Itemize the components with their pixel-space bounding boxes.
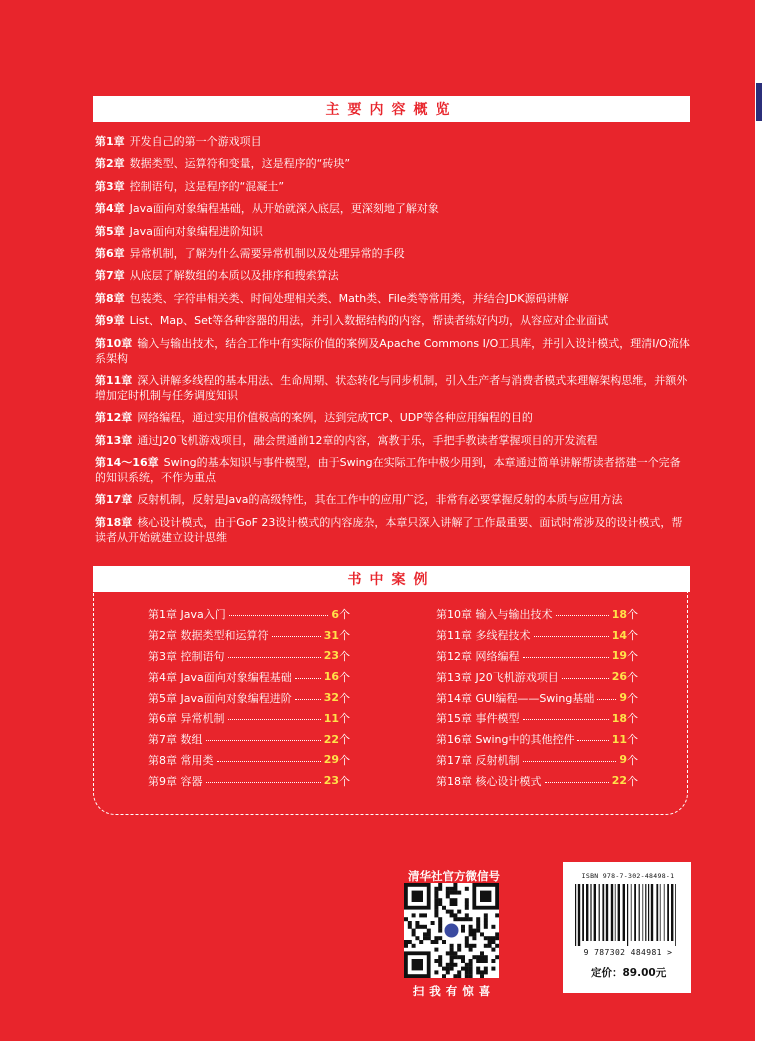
case-unit: 个 [627, 691, 638, 705]
cases-left-column [148, 604, 350, 791]
summary-entry-chapter: 第5章 [95, 224, 125, 238]
case-unit: 个 [339, 670, 350, 684]
summary-entry-text: 网络编程，通过实用价值极高的案例，达到完成TCP、UDP等各种应用编程的目的 [137, 411, 533, 425]
case-label: 第2章 数据类型和运算符 [148, 629, 269, 643]
cases-panel [93, 590, 688, 815]
case-row [148, 770, 350, 791]
summary-list [95, 134, 691, 552]
case-label: 第13章 J20飞机游戏项目 [436, 670, 559, 684]
summary-entry-text: 开发自己的第一个游戏项目 [129, 135, 262, 148]
case-label: 第3章 控制语句 [148, 649, 225, 663]
wechat-label: 清华社官方微信号 [408, 869, 500, 883]
case-unit: 个 [339, 774, 350, 788]
summary-entry-chapter: 第3章 [95, 179, 125, 193]
dot-leader [229, 615, 329, 616]
case-label: 第6章 异常机制 [148, 712, 225, 726]
summary-entry-chapter: 第18章 [95, 515, 133, 529]
case-count: 32 [323, 691, 339, 705]
summary-entry-text: 异常机制，了解为什么需要异常机制以及处理异常的手段 [129, 246, 405, 260]
case-count: 16 [323, 670, 339, 684]
summary-entry [95, 179, 691, 194]
summary-entry-text: 反射机制，反射是Java的高级特性，其在工作中的应用广泛，非常有必要掌握反射的本质与应用方法 [137, 493, 623, 507]
case-label: 第16章 Swing中的其他控件 [436, 733, 575, 747]
dot-leader [597, 699, 616, 700]
summary-entry-text: 核心设计模式，由于GoF 23设计模式的内容庞杂，本章只深入讲解了工作最重要、面试时常涉及的设计模式，帮读者从开始就建立设计思维 [95, 515, 683, 544]
case-count: 23 [323, 774, 339, 788]
case-row [436, 666, 638, 687]
summary-entry-chapter: 第14～16章 [95, 456, 159, 470]
case-label: 第8章 常用类 [148, 753, 214, 767]
summary-entry [95, 224, 691, 239]
dot-leader [295, 678, 321, 679]
case-label: 第4章 Java面向对象编程基础 [148, 670, 292, 684]
case-count: 31 [323, 628, 339, 642]
dot-leader [562, 678, 609, 679]
case-label: 第7章 数组 [148, 733, 203, 747]
case-unit: 个 [339, 733, 350, 747]
case-count: 22 [323, 732, 339, 746]
case-row [436, 770, 638, 791]
case-count: 9 [619, 753, 627, 767]
summary-entry-chapter: 第13章 [95, 433, 133, 447]
dot-leader [523, 657, 609, 658]
case-count: 19 [611, 649, 627, 663]
summary-heading-bar [93, 96, 690, 122]
case-unit: 个 [627, 670, 638, 684]
isbn-number: ISBN 978-7-302-48498-1 [581, 872, 675, 880]
summary-entry-chapter: 第9章 [95, 314, 125, 328]
case-unit: 个 [339, 753, 350, 767]
case-label: 第17章 反射机制 [436, 753, 520, 767]
summary-entry-chapter: 第4章 [95, 202, 125, 216]
case-row [148, 666, 350, 687]
summary-entry-chapter: 第8章 [95, 291, 125, 305]
page-edge [755, 0, 763, 1041]
barcode-icon [573, 884, 681, 946]
dot-leader [206, 740, 321, 741]
dot-leader [206, 782, 321, 783]
case-row [436, 646, 638, 667]
summary-entry [95, 515, 691, 545]
cases-heading: 书中案例 [347, 572, 436, 588]
summary-entry-text: Swing的基本知识与事件模型，由于Swing在实际工作中极少用到，本章通过简单讲解帮读者搭建一个完备的知识系统，不作为重点 [95, 456, 681, 485]
case-count: 9 [619, 691, 627, 705]
case-row [148, 646, 350, 667]
dot-leader [228, 719, 321, 720]
case-unit: 个 [627, 712, 638, 726]
edge-tab-mark [756, 83, 762, 121]
case-label: 第1章 Java入门 [148, 608, 226, 622]
case-label: 第11章 多线程技术 [436, 629, 531, 643]
dot-leader [523, 761, 617, 762]
summary-entry-text: 通过J20飞机游戏项目，融会贯通前12章的内容，寓教于乐，手把手教读者掌握项目的开发流程 [137, 433, 598, 447]
summary-entry-chapter: 第6章 [95, 246, 125, 260]
summary-entry-text: 包装类、字符串相关类、时间处理相关类、Math类、File类等常用类，并结合JDK源码讲解 [129, 291, 569, 305]
cases-heading-bar [93, 566, 690, 592]
case-row [436, 604, 638, 625]
summary-entry [95, 373, 691, 403]
dot-leader [577, 740, 608, 741]
summary-entry [95, 433, 691, 448]
summary-entry-text: List、Map、Set等各种容器的用法，并引入数据结构的内容，帮读者练好内功，从容应对企业面试 [129, 314, 609, 328]
barcode-digits: 9 787302 484981 > [583, 948, 673, 957]
case-row [148, 729, 350, 750]
case-row [148, 625, 350, 646]
summary-entry-text: Java面向对象编程基础，从开始就深入底层，更深刻地了解对象 [129, 202, 439, 216]
case-unit: 个 [627, 774, 638, 788]
summary-entry [95, 156, 691, 171]
summary-entry-chapter: 第1章 [95, 135, 125, 148]
case-count: 23 [323, 649, 339, 663]
case-unit: 个 [339, 608, 350, 622]
case-label: 第15章 事件模型 [436, 712, 520, 726]
summary-entry [95, 201, 691, 216]
summary-entry [95, 410, 691, 425]
case-unit: 个 [339, 629, 350, 643]
summary-entry [95, 246, 691, 261]
case-row [148, 750, 350, 771]
case-row [436, 729, 638, 750]
price: 定价：89.00元 [591, 967, 667, 979]
summary-entry [95, 492, 691, 507]
case-unit: 个 [627, 629, 638, 643]
case-unit: 个 [339, 691, 350, 705]
case-label: 第5章 Java面向对象编程进阶 [148, 691, 292, 705]
case-count: 11 [611, 732, 627, 746]
cases-right-column [436, 604, 638, 791]
case-unit: 个 [627, 649, 638, 663]
case-count: 14 [611, 628, 627, 642]
summary-entry [95, 134, 691, 149]
summary-entry-chapter: 第12章 [95, 411, 133, 425]
summary-entry-text: 输入与输出技术，结合工作中有实际价值的案例及Apache Commons I/O工具库，并引入设计模式，理清I/O流体系架构 [95, 336, 690, 365]
summary-entry [95, 268, 691, 283]
dot-leader [534, 636, 609, 637]
summary-entry [95, 336, 691, 366]
case-row [148, 708, 350, 729]
summary-entry-chapter: 第7章 [95, 269, 125, 283]
case-count: 11 [323, 711, 339, 725]
dot-leader [523, 719, 609, 720]
dot-leader [228, 657, 321, 658]
summary-entry-text: Java面向对象编程进阶知识 [129, 224, 263, 238]
summary-entry-chapter: 第17章 [95, 493, 133, 507]
case-unit: 个 [627, 753, 638, 767]
qr-caption: 扫我有惊喜 [412, 984, 496, 998]
case-label: 第10章 输入与输出技术 [436, 608, 553, 622]
dot-leader [295, 699, 321, 700]
qr-code-icon [404, 883, 499, 978]
dot-leader [272, 636, 321, 637]
dot-leader [217, 761, 321, 762]
case-label: 第18章 核心设计模式 [436, 774, 542, 788]
case-row [148, 604, 350, 625]
isbn-block [563, 862, 691, 993]
summary-entry [95, 455, 691, 485]
case-row [436, 708, 638, 729]
summary-entry-text: 控制语句，这是程序的“混凝土” [129, 179, 285, 193]
dot-leader [556, 615, 609, 616]
case-count: 18 [611, 711, 627, 725]
case-row [436, 750, 638, 771]
summary-entry [95, 291, 691, 306]
summary-entry-chapter: 第2章 [95, 157, 125, 171]
dot-leader [545, 782, 609, 783]
case-count: 6 [331, 607, 339, 621]
case-unit: 个 [339, 649, 350, 663]
summary-entry-chapter: 第10章 [95, 336, 133, 350]
case-row [436, 625, 638, 646]
case-count: 29 [323, 753, 339, 767]
case-unit: 个 [627, 733, 638, 747]
case-row [148, 687, 350, 708]
case-count: 18 [611, 607, 627, 621]
summary-entry-text: 深入讲解多线程的基本用法、生命周期、状态转化与同步机制，引入生产者与消费者模式来理解架构思维，并额外增加定时机制与任务调度知识 [95, 373, 688, 402]
case-label: 第12章 网络编程 [436, 649, 520, 663]
summary-entry-text: 从底层了解数组的本质以及排序和搜索算法 [129, 269, 339, 283]
case-label: 第9章 容器 [148, 774, 203, 788]
case-row [436, 687, 638, 708]
summary-entry-text: 数据类型、运算符和变量，这是程序的“砖块” [129, 157, 351, 171]
qr-code [404, 883, 499, 978]
summary-heading: 主要内容概览 [325, 102, 458, 118]
case-unit: 个 [339, 712, 350, 726]
case-count: 26 [611, 670, 627, 684]
case-count: 22 [611, 774, 627, 788]
case-unit: 个 [627, 608, 638, 622]
summary-entry [95, 313, 691, 328]
case-label: 第14章 GUI编程——Swing基础 [436, 691, 595, 705]
summary-entry-chapter: 第11章 [95, 373, 133, 387]
